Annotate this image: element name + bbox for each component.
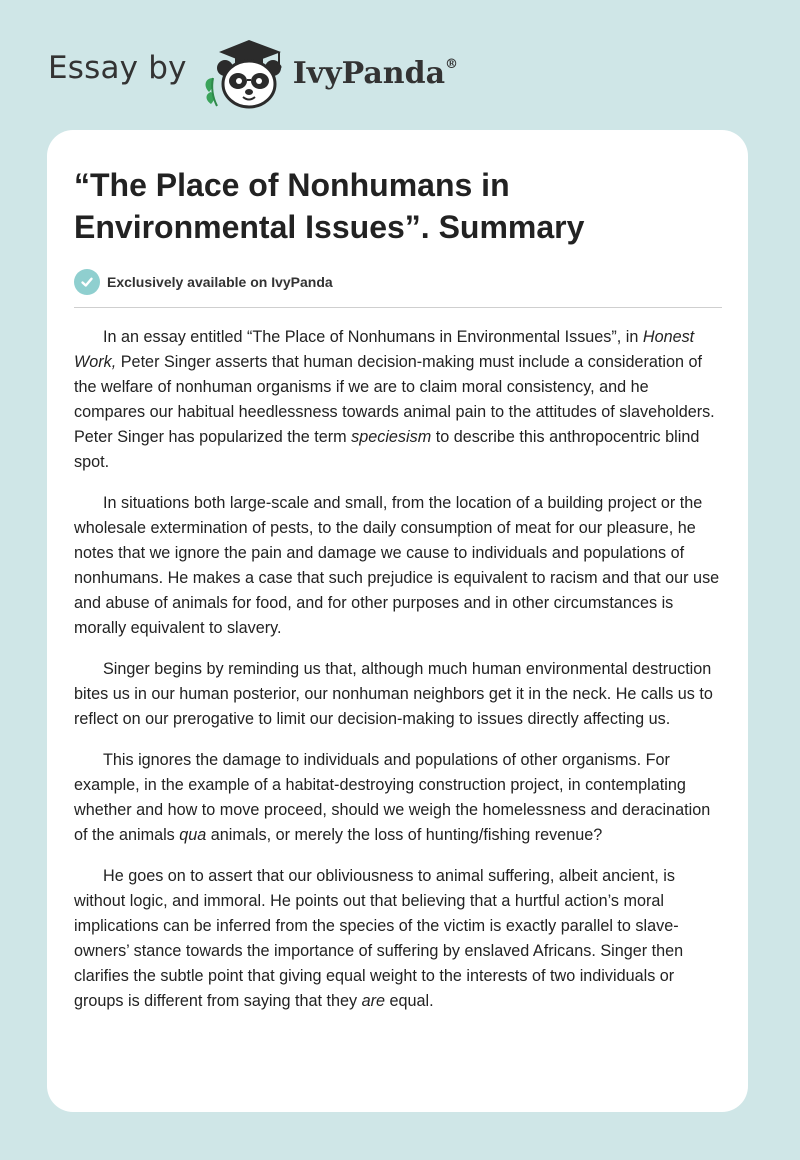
- text-run: Singer begins by reminding us that, although much human environmental destruction bites us in our human posterior, our nonhuman neighbors get it in the neck. He calls us to reflect on our prerogative to limit our decision-making to issues directly affecting us.: [74, 660, 713, 728]
- article-body: [74, 325, 724, 1014]
- text-run: In situations both large-scale and small, from the location of a building project or the wholesale extermination of pests, to the daily consumption of meat for our pleasure, he notes that we ignore the pain and damage we cause to individuals and populations of nonhumans. He makes a case that such prejudice is equivalent to racism and that our use and abuse of animals for food, and for other purposes and in other circumstances is morally equivalent to slavery.: [74, 494, 720, 637]
- text-run: to describe this anthropocentric blind spot.: [74, 428, 700, 471]
- paragraph: [74, 657, 724, 732]
- italic-text: speciesism: [351, 428, 432, 446]
- site-header: [48, 34, 458, 110]
- essay-by-label: Essay by: [48, 50, 187, 86]
- paragraph: [74, 748, 724, 848]
- text-run: In an essay entitled “The Place of Nonhumans in Environmental Issues”, in: [103, 328, 643, 346]
- registered-mark: ®: [445, 56, 459, 72]
- paragraph: [74, 864, 724, 1014]
- article-card: [47, 130, 748, 1112]
- panda-graduate-icon: [201, 34, 287, 110]
- text-run: Peter Singer asserts that human decision-making must include a consideration of the welfare of nonhuman organisms if we are to claim moral consistency, and he compares our habitual heedlessness towards animal pain to the attitudes of slaveholders. Peter Singer has popularized the term: [74, 353, 715, 446]
- text-run: He goes on to assert that our obliviousness to animal suffering, albeit ancient, is without logic, and immoral. He points out that believing that a hurtful action’s moral implications can be inferred from the species of the victim is exactly parallel to slave-owners’ stance towards the importance of suffering by enslaved Africans. Singer then clarifies the subtle point that giving equal weight to the interests of two individuals or groups is different from saying that they: [74, 867, 684, 1010]
- article-title: “The Place of Nonhumans in Environmental Issues”. Summary: [74, 167, 585, 245]
- italic-text: Honest Work,: [74, 328, 695, 371]
- paragraph: [74, 325, 724, 475]
- text-run: This ignores the damage to individuals and populations of other organisms. For example, in the example of a habitat-destroying construction project, in contemplating whether and how to move proceed, should we weigh the homelessness and deracination of the animals: [74, 751, 711, 844]
- brand-name: IvyPanda®: [292, 55, 459, 91]
- checkmark-icon: [74, 269, 100, 295]
- text-run: animals, or merely the loss of hunting/fishing revenue?: [206, 826, 603, 844]
- italic-text: qua: [179, 826, 207, 844]
- italic-text: are: [361, 992, 386, 1010]
- exclusive-badge-label: Exclusively available on IvyPanda: [107, 274, 333, 290]
- ivypanda-logo[interactable]: [201, 34, 458, 110]
- paragraph: [74, 491, 724, 641]
- text-run: equal.: [385, 992, 434, 1010]
- divider: [74, 307, 722, 308]
- exclusive-badge: [74, 268, 722, 296]
